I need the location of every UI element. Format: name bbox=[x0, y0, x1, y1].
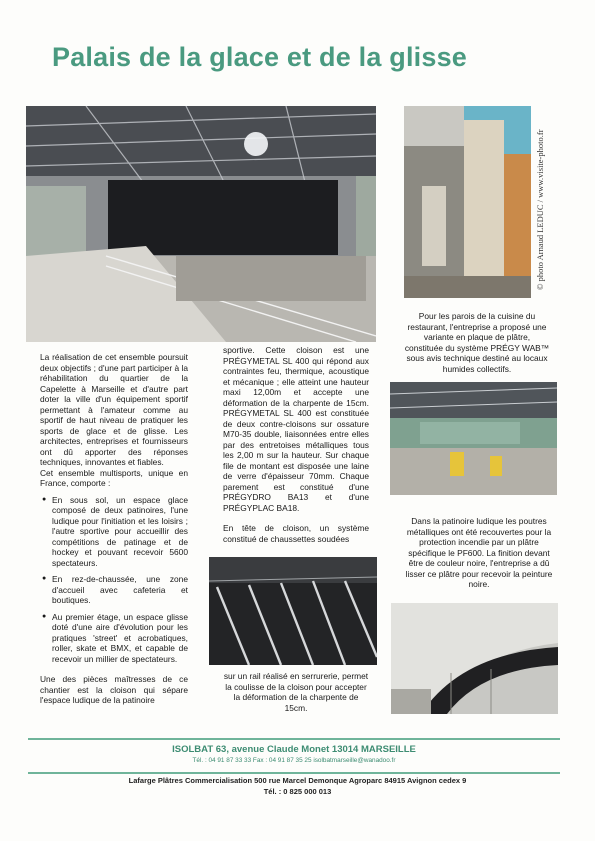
photo-credit: © photo Arnaud LEDUC / www.visite-photo.fr bbox=[535, 129, 545, 290]
ceiling-rails-photo bbox=[209, 557, 377, 665]
contractor-company: ISOLBAT 63, avenue Claude Monet 13014 MARSEILLE bbox=[172, 744, 416, 755]
intro-paragraph: La réalisation de cet ensemble poursuit deux objectifs ; d'une part participer à la réhabilitation du quartier de la Capelette à Marseille et d'autre part doter la ville d'un équipement sportif permettant à l'amateur comme au sportif de haut niveau de pratiquer les sports de glace et de glisse. Les architectes, entreprises et fournisseurs ont dû apporter des réponses techniques, innovantes et fiables. bbox=[40, 352, 188, 467]
partition-paragraph: sportive. Cette cloison est une PRÉGYMETAL SL 400 qui répond aux contraintes feu, thermique, acoustique et mécanique ; elle atteint une hauteur maxi 12,00m et accepte une déformation de la charpente de 15cm. PRÉGYMETAL SL 400 est constituée de deux contre-cloisons sur ossature M70-35 double, liaisonnées entre elles par des entretoises métalliques tous les 2,00 m sur la hauteur. Sur chaque file de montant est disposée une laine de verre d'épaisseur 70mm. Chaque parement est constitué d'une PRÉGYDRO BA13 et d'une PRÉGYPLAC BA18. bbox=[223, 345, 369, 513]
head-system-paragraph: En tête de cloison, un système constitué de chaussettes soudées bbox=[223, 523, 369, 544]
column-1 bbox=[40, 352, 188, 706]
rail-paragraph: sur un rail réalisé en serrurerie, permet la coulisse de la cloison pour accepter la déformation de la charpente de 15cm. bbox=[223, 671, 369, 713]
column-2-continued bbox=[223, 671, 369, 713]
bullet-item: ● En sous sol, un espace glace composé de deux patinoires, l'une ludique pour l'initiation et les loisirs ; l'autre sportive pour accueillir des compétitions de patinage et de hockey et pouvant recevoir 5600 spectateurs. bbox=[40, 495, 188, 569]
lafarge-phone: Tél. : 0 825 000 013 bbox=[263, 787, 332, 796]
bullet-item: ● Au premier étage, un espace glisse doté d'une aire d'évolution pour les pratiques 'street' et acrobatiques, roller, skate et BMX, et capable de recevoir un millier de spectateurs. bbox=[40, 612, 188, 665]
kitchen-walls-photo bbox=[404, 106, 531, 298]
rink-structure-photo bbox=[390, 382, 557, 495]
lead-paragraph: Cet ensemble multisports, unique en France, comporte : bbox=[40, 467, 188, 488]
arena-photo bbox=[26, 106, 376, 342]
contractor-footer bbox=[28, 738, 560, 774]
contractor-contact: Tél. : 04 91 87 33 33 Fax : 04 91 87 35 25 isolbatmarseille@wanadoo.fr bbox=[192, 757, 396, 764]
column-2 bbox=[223, 345, 369, 544]
rink-ceiling-photo bbox=[391, 603, 558, 714]
page-title: Palais de la glace et de la glisse bbox=[52, 42, 468, 72]
lafarge-address: Lafarge Plâtres Commercialisation 500 rue Marcel Demonque Agroparc 84915 Avignon cedex 9 bbox=[128, 776, 467, 785]
bullet-item: ● En rez-de-chaussée, une zone d'accueil avec cafeteria et boutiques. bbox=[40, 574, 188, 606]
fireproof-paragraph: Dans la patinoire ludique les poutres métalliques ont été recouvertes pour la protection incendie par un plâtre spécifique le PF600. La finition devant être de couleur noire, l'entreprise a dû lisser ce plâtre pour recevoir la peinture noire. bbox=[405, 516, 553, 589]
closing-paragraph: Une des pièces maîtresses de ce chantier est la cloison qui sépare l'espace ludique de la patinoire bbox=[40, 674, 188, 705]
kitchen-paragraph: Pour les parois de la cuisine du restaurant, l'entreprise a proposé une variante en plaque de plâtre, constituée du système PRÉGY WAB™ sous avis technique destiné au locaux humides collectifs. bbox=[404, 311, 550, 374]
